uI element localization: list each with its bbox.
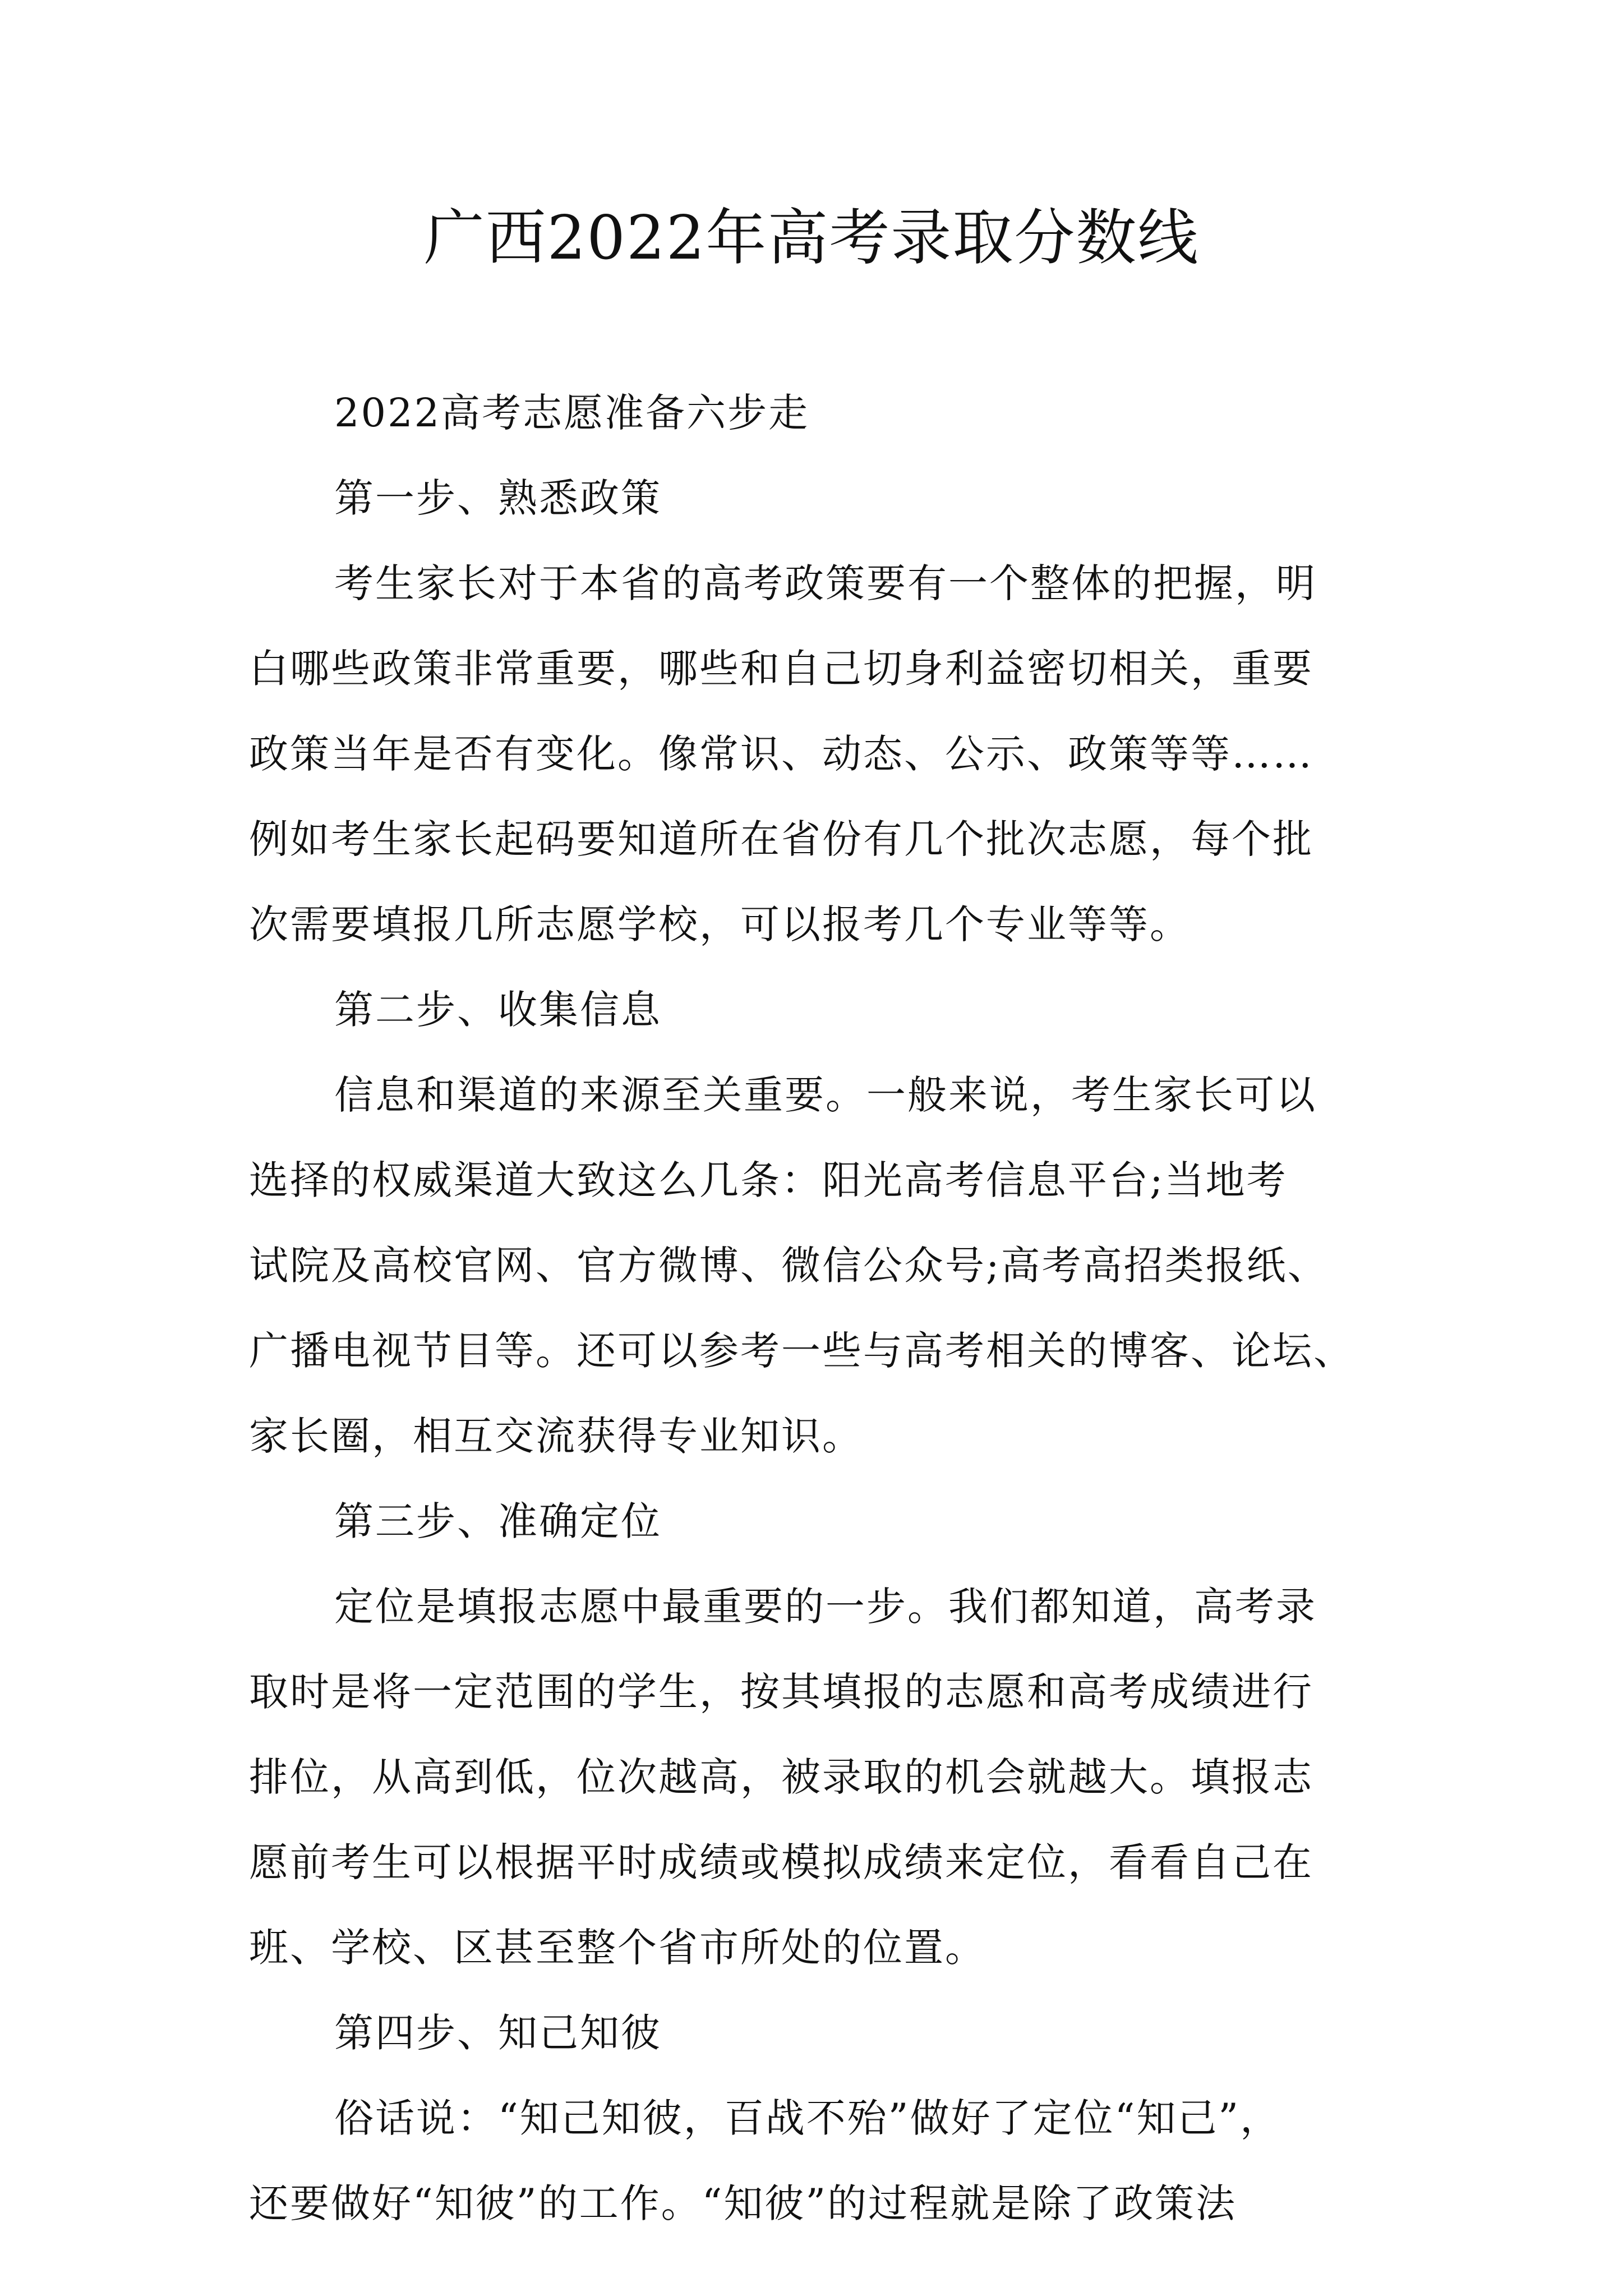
paragraph-line: 愿前考生可以根据平时成绩或模拟成绩来定位，看看自己在 [249, 1839, 1313, 1885]
paragraph-line: 试院及高校官网、官方微博、微信公众号;高考高招类报纸、 [249, 1243, 1329, 1289]
paragraph-line: 班、学校、区甚至整个省市所处的位置。 [249, 1925, 986, 1971]
paragraph-line: 广播电视节目等。还可以参考一些与高考相关的博客、论坛、 [249, 1328, 1354, 1374]
paragraph-line: 定位是填报志愿中最重要的一步。我们都知道，高考录 [334, 1584, 1317, 1630]
paragraph-line: 取时是将一定范围的学生，按其填报的志愿和高考成绩进行 [249, 1669, 1313, 1715]
paragraph-line: 家长圈，相互交流获得专业知识。 [249, 1413, 863, 1459]
step-1-heading: 第一步、熟悉政策 [334, 475, 662, 521]
step-4-heading: 第四步、知己知彼 [334, 2010, 662, 2056]
paragraph-line: 信息和渠道的来源至关重要。一般来说，考生家长可以 [334, 1072, 1317, 1118]
step-2-heading: 第二步、收集信息 [334, 987, 662, 1033]
intro-heading: 2022高考志愿准备六步走 [334, 390, 810, 436]
paragraph-line: 考生家长对于本省的高考政策要有一个整体的把握，明 [334, 560, 1317, 606]
paragraph-line: 例如考生家长起码要知道所在省份有几个批次志愿，每个批 [249, 816, 1313, 862]
paragraph-line: 选择的权威渠道大致这么几条：阳光高考信息平台;当地考 [249, 1157, 1288, 1203]
step-3-heading: 第三步、准确定位 [334, 1498, 662, 1544]
document-title: 广西2022年高考录取分数线 [423, 203, 1200, 273]
paragraph-line: 俗话说：“知己知彼，百战不殆”做好了定位“知己”， [334, 2095, 1281, 2141]
document-body [249, 370, 1391, 2246]
paragraph-line: 排位，从高到低，位次越高，被录取的机会就越大。填报志 [249, 1754, 1313, 1800]
paragraph-line: 次需要填报几所志愿学校，可以报考几个专业等等。 [249, 901, 1191, 947]
paragraph-line: 还要做好“知彼”的工作。“知彼”的过程就是除了政策法 [249, 2180, 1237, 2226]
paragraph-line: 白哪些政策非常重要，哪些和自己切身利益密切相关，重要 [249, 646, 1313, 692]
paragraph-line: 政策当年是否有变化。像常识、动态、公示、政策等等…… [249, 731, 1313, 777]
